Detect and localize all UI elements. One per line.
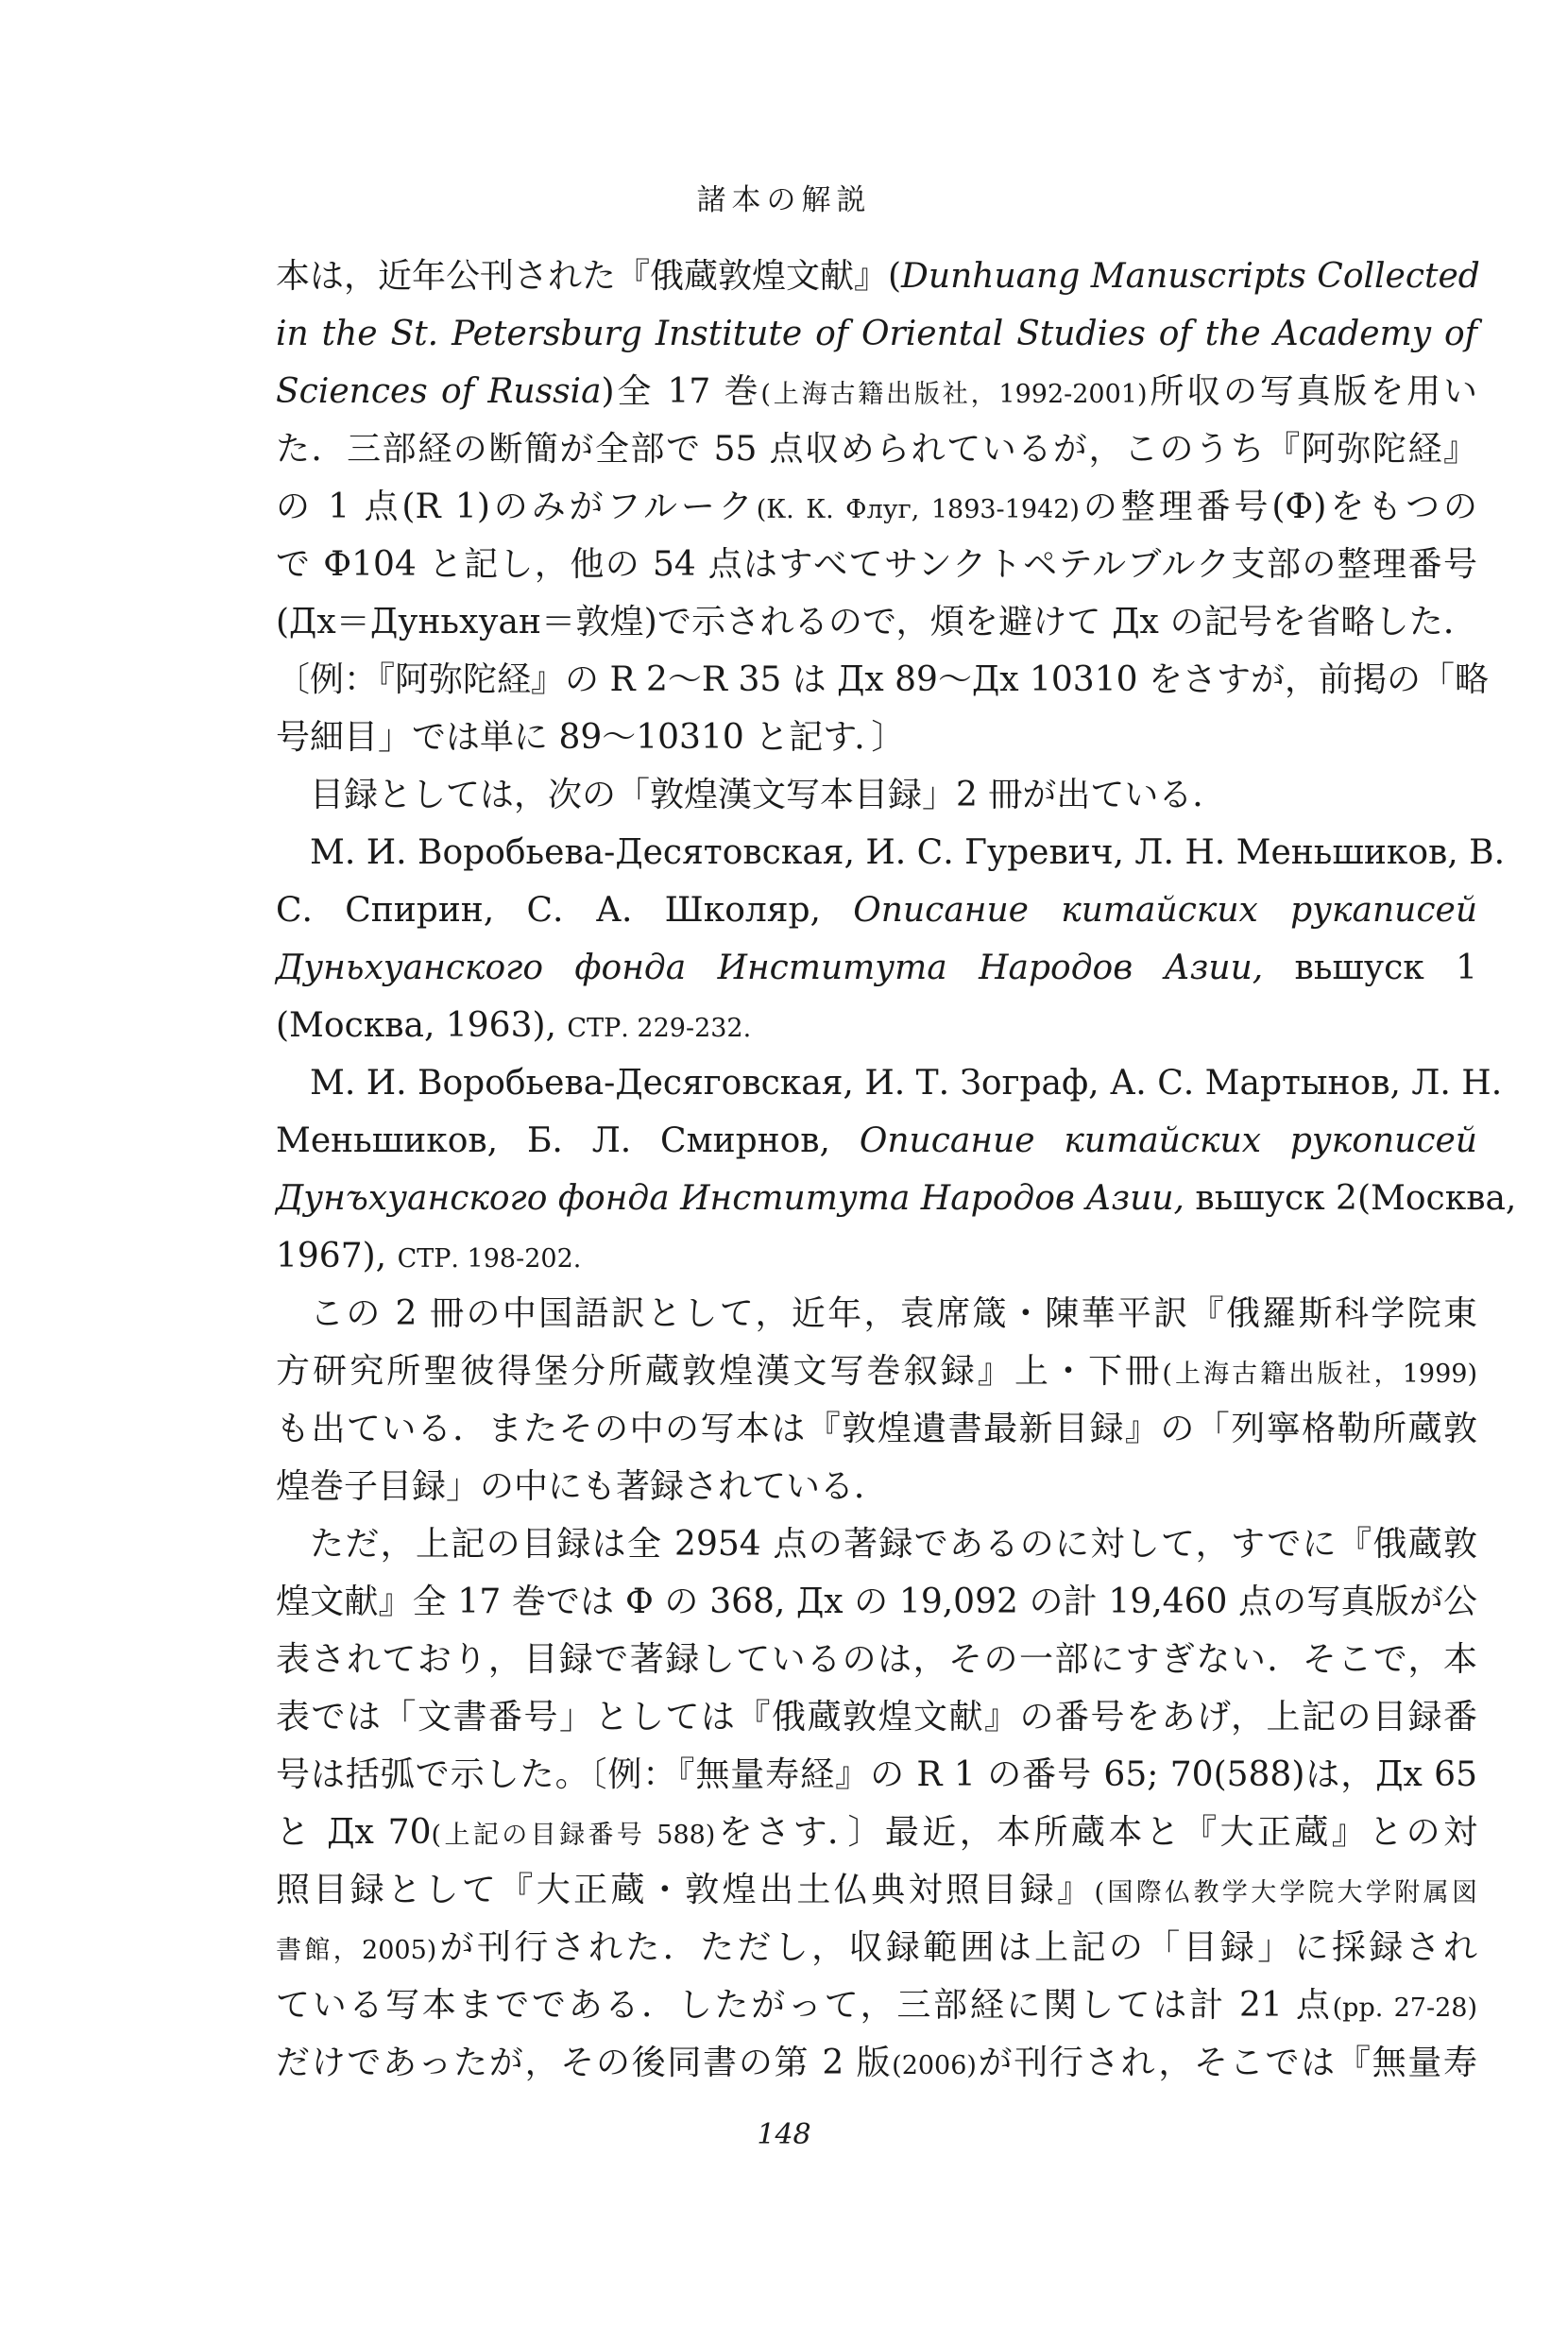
text-line: ただ，上記の目録は全 2954 点の著録であるのに対して，すでに『俄蔵敦 <box>310 1525 1477 1564</box>
text-line: 表では「文書番号」としては『俄蔵敦煌文献』の番号をあげ，上記の目録番 <box>276 1698 1477 1737</box>
reference-line: 1967), СТР. 198-202. <box>276 1237 582 1275</box>
text-line: と Дх 70(上記の目録番号 588)をさす．〕最近，本所蔵本と『大正蔵』との対 <box>276 1813 1477 1852</box>
text-line: (Дх＝Дуньхуан＝敦煌)で示されるので，煩を避けて Дх の記号を省略した． <box>276 603 1477 642</box>
text-line: 煌巻子目録」の中にも著録されている． <box>276 1467 889 1506</box>
text-line: 表されており，目録で著録しているのは，その一部にすぎない．そこで，本 <box>276 1640 1477 1679</box>
text-line: in the St. Petersburg Institute of Oriental Studies of the Academy of <box>276 315 1477 353</box>
text-line: 照目録として『大正蔵・敦煌出土仏典対照目録』(国際仏教学大学院大学附属図 <box>276 1871 1477 1909</box>
text-line: Sciences of Russia)全 17 巻(上海古籍出版社，1992-2001)所収の写真版を用い <box>276 372 1477 411</box>
text-line: 方研究所聖彼得堡分所蔵敦煌漢文写巻叙録』上・下冊(上海古籍出版社，1999) <box>276 1352 1477 1391</box>
reference-line: М. И. Воробьева-Десятовская, И. С. Гуревич, Л. Н. Меньшиков, В. <box>310 833 1506 872</box>
reference-line: М. И. Воробьева-Десяговская, И. Т. Зограф, А. С. Мартынов, Л. Н. <box>310 1064 1503 1103</box>
text-line: の 1 点(R 1)のみがフルーク(К. К. Флуг, 1893-1942)の整理番号(Ф)をもつの <box>276 488 1477 526</box>
reference-line: (Москва, 1963), СТР. 229-232. <box>276 1006 752 1045</box>
text-line: だけであったが，その後同書の第 2 版(2006)が刊行され，そこでは『無量寿 <box>276 2044 1477 2082</box>
reference-line: Меньшиков, Б. Л. Смирнов, Описание китайских рукописей <box>276 1121 1477 1160</box>
reference-line: Дуньхуанского фонда Института Народов Азии, вьшуск 1 <box>276 949 1477 987</box>
text-line: 本は，近年公刊された『俄蔵敦煌文献』(Dunhuang Manuscripts Collected <box>276 257 1480 296</box>
reference-line: С. Спирин, С. А. Школяр, Описание китайских рукаписей <box>276 891 1478 930</box>
text-line: 書館，2005)が刊行された．ただし，収録範囲は上記の「目録」に採録され <box>276 1928 1477 1967</box>
text-line: で Ф104 と記し，他の 54 点はすべてサンクトペテルブルク支部の整理番号 <box>276 545 1477 584</box>
text-line: 号は括弧で示した。〔例：『無量寿経』の R 1 の番号 65; 70(588)は，Дх 65 <box>276 1755 1477 1794</box>
reference-line: Дунъхуанского фонда Института Народов Азии, вьшуск 2(Москва, <box>276 1179 1517 1218</box>
page-number: 148 <box>757 2118 811 2151</box>
body-text <box>276 248 1517 2092</box>
text-line: た．三部経の断簡が全部で 55 点収められているが，このうち『阿弥陀経』 <box>276 430 1477 469</box>
text-line: 〔例：『阿弥陀経』の R 2～R 35 は Дх 89～Дх 10310 をさすが，前掲の「略 <box>276 660 1489 699</box>
text-line: ている写本までである．したがって，三部経に関しては計 21 点(pp. 27-28) <box>276 1986 1477 2025</box>
text-line: 目録としては，次の「敦煌漢文写本目録」2 冊が出ている． <box>310 776 1227 814</box>
text-line: 号細目」では単に 89～10310 と記す．〕 <box>276 718 906 757</box>
text-line: も出ている．またその中の写本は『敦煌遺書最新目録』の「列寧格勒所蔵敦 <box>276 1410 1477 1448</box>
running-header: 諸本の解説 <box>696 183 872 217</box>
text-line: 煌文献』全 17 巻では Ф の 368, Дх の 19,092 の計 19,460 点の写真版が公 <box>276 1583 1477 1621</box>
text-line: この 2 冊の中国語訳として，近年，袁席箴・陳華平訳『俄羅斯科学院東 <box>310 1294 1477 1333</box>
